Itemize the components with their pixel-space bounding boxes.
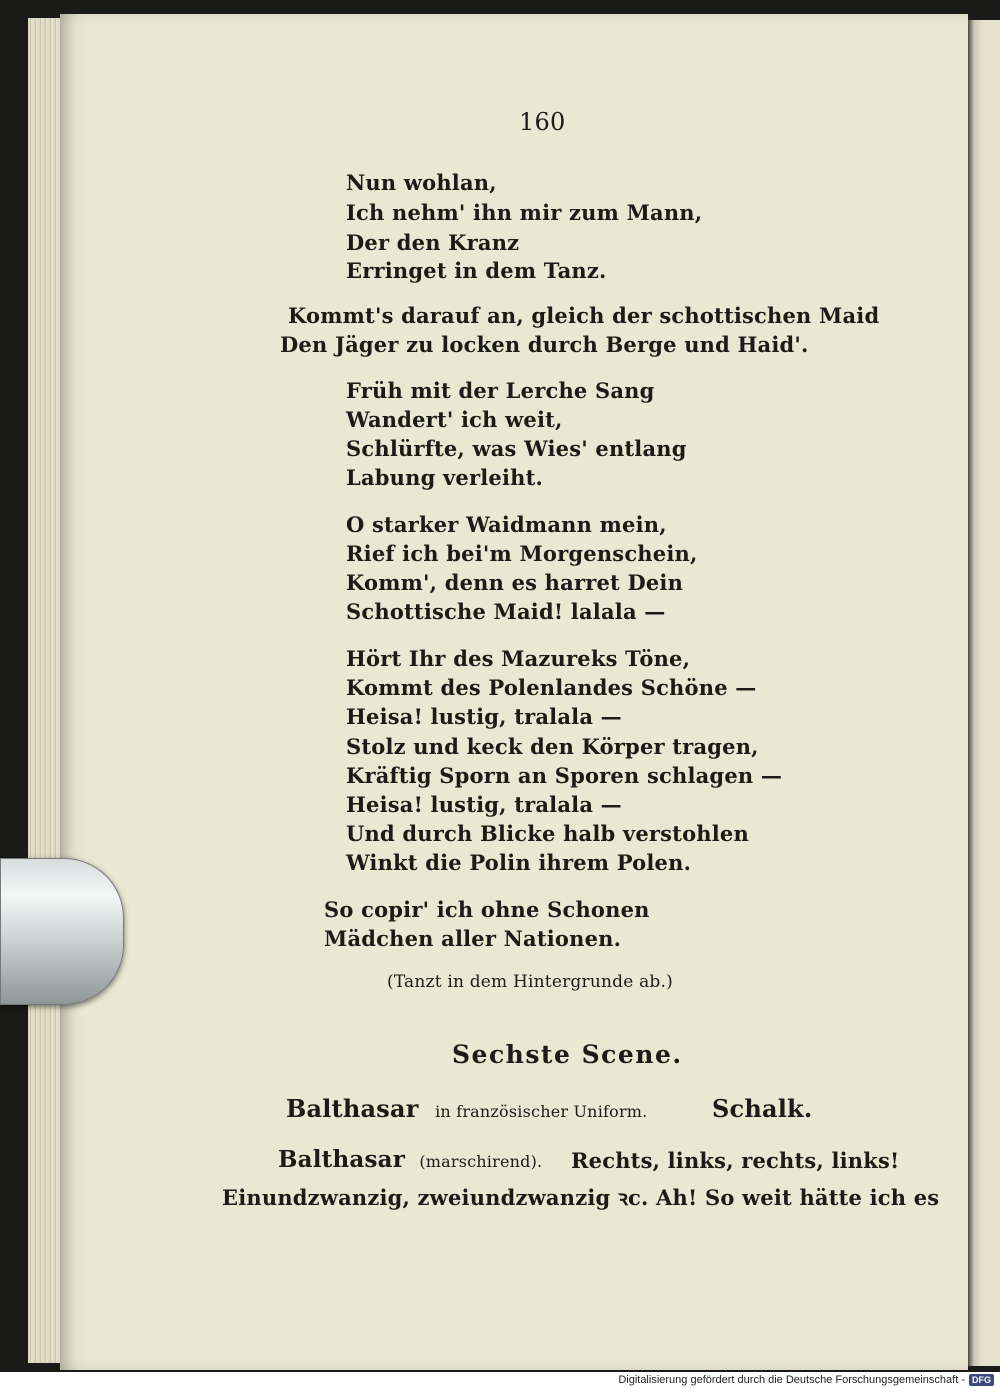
page-number: 160 [519,108,566,136]
digitization-credit [618,1374,994,1386]
verse-line: Kommt des Polenlandes Schöne — [346,675,757,700]
stage-direction: (Tanzt in dem Hintergrunde ab.) [387,972,673,992]
verse-line: O starker Waidmann mein, [346,512,667,537]
facing-page-edge [968,20,1000,1366]
character-name-2: Schalk. [712,1094,813,1123]
verse-line: Schlürfte, was Wies' entlang [346,436,687,461]
character-description: in französischer Uniform. [435,1102,648,1121]
verse-line: Erringet in dem Tanz. [346,258,607,283]
dfg-logo: DFG [969,1374,994,1386]
verse-line: Mädchen aller Nationen. [324,926,622,951]
verse-line: Heisa! lustig, tralala — [346,792,622,817]
verse-line: Stolz und keck den Körper tragen, [346,734,759,759]
verse-line: Nun wohlan, [346,170,497,195]
credit-text: Digitalisierung gefördert durch die Deutsche Forschungsgemeinschaft - [618,1374,965,1386]
verse-line: Früh mit der Lerche Sang [346,378,655,403]
verse-line: Kommt's darauf an, gleich der schottischen Maid [288,303,880,328]
verse-line: So copir' ich ohne Schonen [324,897,650,922]
verse-line: Labung verleiht. [346,465,544,490]
verse-line: Den Jäger zu locken durch Berge und Haid'. [280,332,809,357]
verse-line: Komm', denn es harret Dein [346,570,684,595]
page-clip [0,858,124,1005]
verse-line: Schottische Maid! lalala — [346,599,666,624]
verse-line: Der den Kranz [346,230,520,255]
cast-line [286,1094,647,1123]
speaker-name: Balthasar [278,1146,406,1173]
verse-line: Hört Ihr des Mazureks Töne, [346,646,691,671]
speaker-direction: (marschirend). [419,1152,543,1171]
character-name: Balthasar [286,1094,419,1123]
verse-line: Kräftig Sporn an Sporen schlagen — [346,763,783,788]
verse-line: Rief ich bei'm Morgenschein, [346,541,698,566]
speech-line-1-text: Rechts, links, rechts, links! [571,1148,900,1173]
speech-line-1 [278,1146,542,1173]
verse-line: Wandert' ich weit, [346,407,563,432]
verse-line: Ich nehm' ihn mir zum Mann, [346,200,703,225]
speech-line-2: Einundzwanzig, zweiundzwanzig ꝛc. Ah! So weit hätte ich es [222,1185,940,1210]
scene-title: Sechste Scene. [452,1040,683,1069]
verse-line: Winkt die Polin ihrem Polen. [346,850,692,875]
verse-line: Heisa! lustig, tralala — [346,704,622,729]
verse-line: Und durch Blicke halb verstohlen [346,821,749,846]
